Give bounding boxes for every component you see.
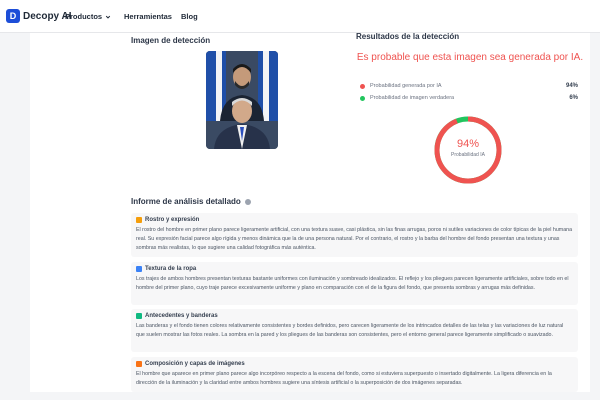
- report-card-background: [131, 309, 578, 352]
- report-card-composition-body: El hombre que aparece en primer plano parece algo incorpóreo respecto a la escena del fondo, como si estuviera superpuesto o insertado digitalmente. La ligera diferencia en la dirección de la iluminación y la claridad entre ambos hombres sugiere una síntesis artificial o la superposición de dos imágenes separadas.: [136, 371, 552, 387]
- report-title: [131, 197, 251, 206]
- report-title-text: Informe de análisis detallado: [131, 197, 241, 206]
- page-bottom-edge: [0, 392, 600, 400]
- nav-herramientas[interactable]: [124, 12, 172, 21]
- prob-real-label: Probabilidad de imagen verdadera: [370, 95, 455, 101]
- palette-icon: [136, 361, 142, 367]
- prob-ai-label: Probabilidad generada por IA: [370, 83, 442, 89]
- flag-icon: [136, 313, 142, 319]
- verdict-text: Es probable que esta imagen sea generada por IA.: [356, 52, 584, 63]
- report-card-composition: [131, 357, 578, 392]
- face-icon: [136, 217, 142, 223]
- report-card-clothing: [131, 262, 578, 305]
- gauge-value: 94%: [456, 138, 480, 150]
- report-card-face-body: El rostro del hombre en primer plano parece ligeramente artificial, con una textura suave, casi plástica, sin las finas arrugas, poros ni sutiles variaciones de color típicas de la piel humana real. Su expresión facial parece algo rígida y menos dinámica que la de una persona natural. Por el contrario, el rostro y la barba del hombre del fondo presentan una textura y unas sombras más realistas, lo que sugiere una calidad fotográfica más auténtica.: [136, 227, 573, 252]
- report-card-clothing-title: Textura de la ropa: [145, 266, 197, 272]
- detection-image: [206, 51, 278, 149]
- report-card-composition-title: Composición y capas de imágenes: [145, 361, 245, 367]
- detection-image-title: Imagen de detección: [131, 36, 211, 45]
- report-card-background-body: Las banderas y el fondo tienen colores relativamente consistentes y bordes definidos, pero carecen ligeramente de los intrincados detalles de las telas y las variaciones de luz natural que suelen mostrar las fotos reales. La sombra en la pared y los pliegues de las banderas son consistentes, pero el entorno general parece ligeramente simplificado o suavizado.: [136, 323, 564, 339]
- results-title: Resultados de la detección: [356, 32, 460, 41]
- prob-row-real: [360, 93, 578, 103]
- ai-probability-gauge: [432, 114, 504, 186]
- red-dot-icon: [360, 84, 365, 89]
- gauge-ai-arc: [437, 119, 499, 181]
- nav-productos[interactable]: [65, 12, 111, 21]
- gauge-label: Probabilidad IA: [451, 152, 485, 158]
- report-card-clothing-body: Los trajes de ambos hombres presentan texturas bastante uniformes con iluminación y sombreado idealizados. El reflejo y los pliegues parecen ligeramente artificiales, sobre todo en el hombre del primer plano, cuyo traje parece excesivamente uniforme y plano en comparación con el de la figura del fondo, que presenta sombras y arrugas más definidas.: [136, 276, 569, 292]
- clothing-icon: [136, 266, 142, 272]
- brand-name: Decopy AI: [23, 10, 72, 22]
- decopy-logo-icon: D: [6, 9, 20, 23]
- report-card-face: [131, 213, 578, 257]
- report-card-background-title: Antecedentes y banderas: [145, 313, 218, 319]
- prob-real-value: 6%: [569, 95, 578, 101]
- nav-blog-label: Blog: [181, 12, 198, 21]
- brand-logo[interactable]: [6, 9, 72, 23]
- green-dot-icon: [360, 96, 365, 101]
- prob-row-ai: [360, 81, 578, 91]
- info-icon[interactable]: [245, 199, 251, 205]
- nav-productos-label: Productos: [65, 12, 103, 21]
- nav-blog[interactable]: [181, 12, 198, 21]
- nav-herramientas-label: Herramientas: [124, 12, 172, 21]
- prob-ai-value: 94%: [565, 83, 578, 89]
- report-card-face-title: Rostro y expresión: [145, 217, 200, 223]
- top-nav: [0, 0, 600, 33]
- chevron-down-icon: [105, 14, 111, 20]
